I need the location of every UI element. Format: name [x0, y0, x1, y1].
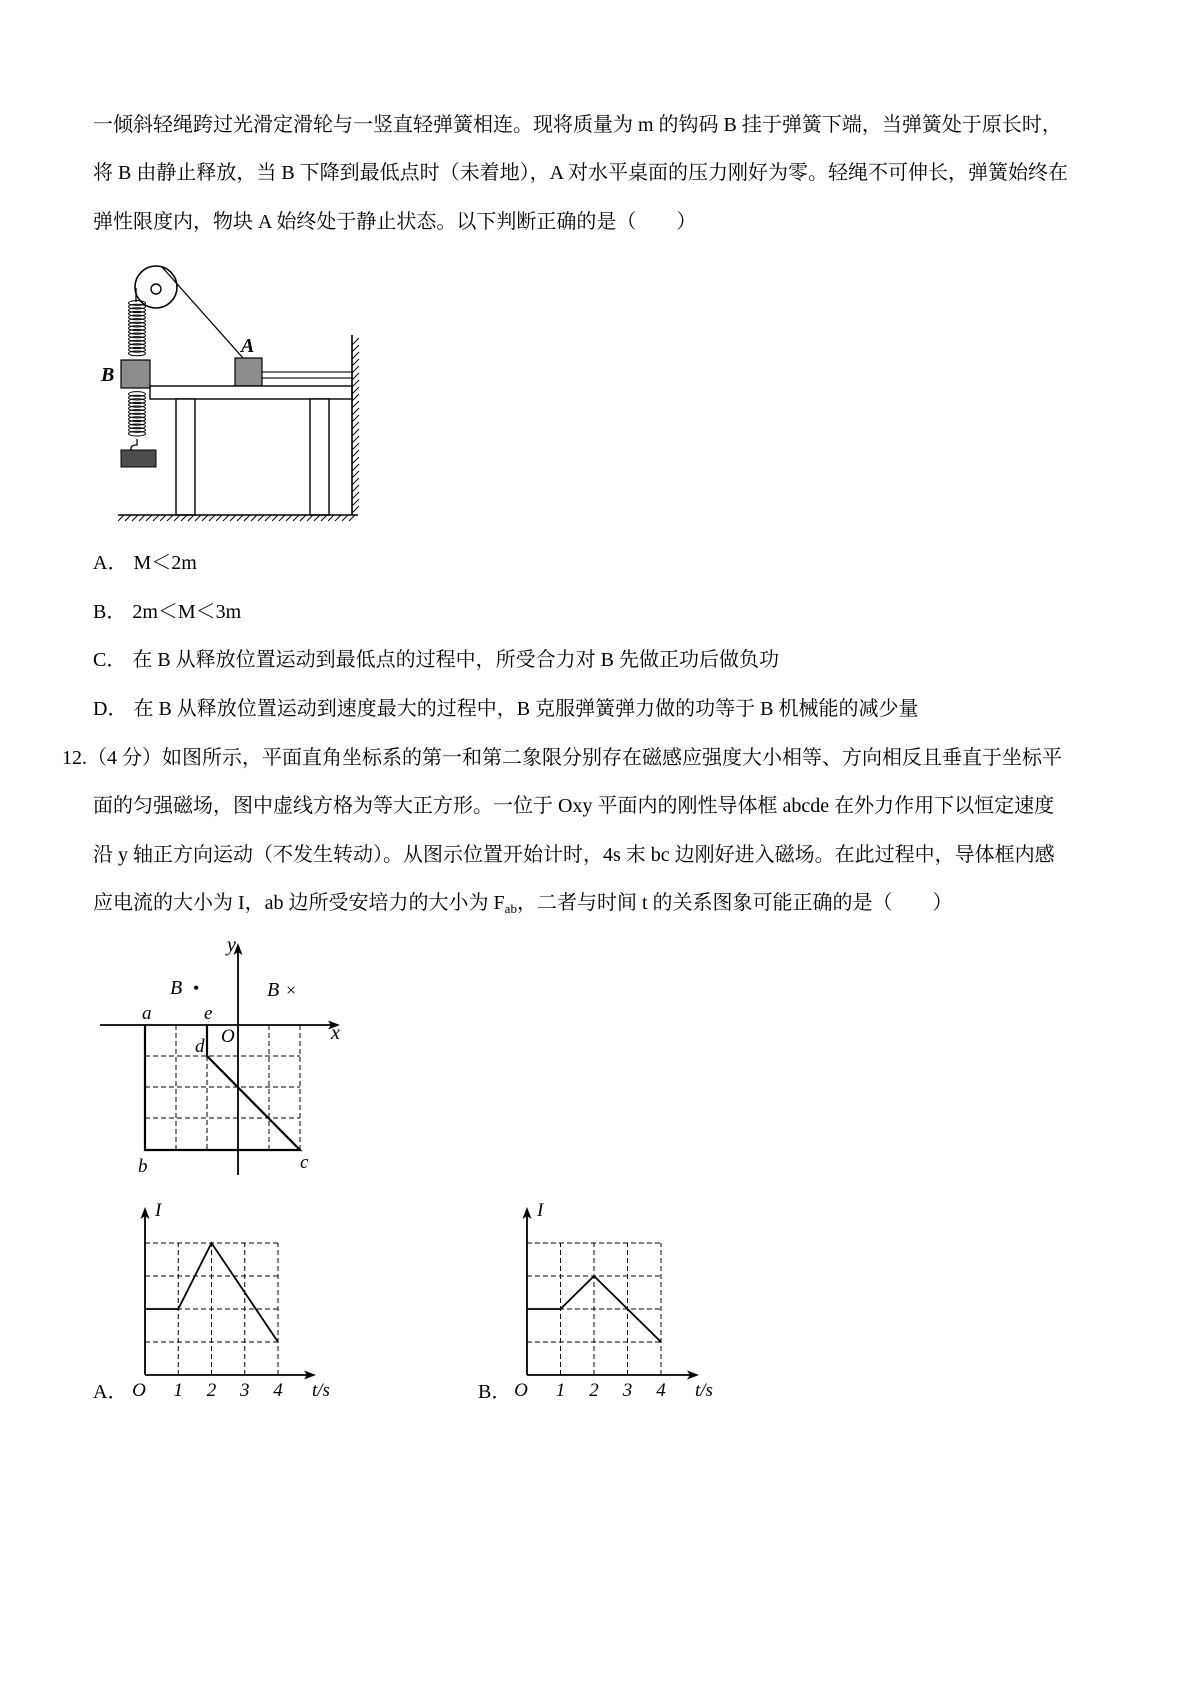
q11-stem-line-2: 将 B 由静止释放，当 B 下降到最低点时（未着地），A 对水平桌面的压力刚好为零。轻绳不可伸长，弹簧始终在: [93, 162, 1069, 184]
wall-hatching: [352, 338, 359, 513]
x-tick-label: 3: [240, 1380, 250, 1401]
hatch-line: [352, 352, 359, 359]
x-tick-label: 2: [206, 1380, 217, 1401]
hatch-line: [352, 436, 359, 443]
q11-stem-line-1: 一倾斜轻绳跨过光滑定滑轮与一竖直轻弹簧相连。现将质量为 m 的钩码 B 挂于弹簧下端，当弹簧处于原长时，: [93, 114, 1062, 136]
pulley-wheel: [135, 266, 177, 308]
hatch-line: [352, 338, 359, 345]
hatch-line: [352, 443, 359, 450]
hatch-line: [181, 515, 187, 521]
option-text: 在 B 从释放位置运动到最低点的过程中，所受合力对 B 先做正功后做负功: [132, 649, 780, 671]
field-left-symbol: B: [170, 977, 183, 999]
graph-option-b-label: B．: [478, 1381, 512, 1403]
horizontal-connector: [262, 372, 352, 378]
hatch-line: [279, 515, 285, 521]
q11-stem-line-3: 弹性限度内，物块 A 始终处于静止状态。以下判断正确的是（ ）: [93, 211, 697, 233]
q11-option-a: [93, 551, 197, 575]
stem-text: 应电流的大小为 I，ab 边所受安培力的大小为 F: [93, 892, 505, 914]
hatch-line: [272, 515, 278, 521]
hatch-line: [314, 515, 320, 521]
y-axis-label: I: [155, 1200, 162, 1221]
lower-spring: [129, 392, 146, 436]
hatch-line: [352, 429, 359, 436]
origin-label: O: [514, 1380, 528, 1401]
x-tick-label: 1: [173, 1380, 183, 1401]
option-text: 2m＜M＜3m: [132, 601, 242, 623]
stem-text: ，二者与时间 t 的关系图象可能正确的是（ ）: [516, 892, 953, 914]
x-axis-label: t/s: [695, 1380, 713, 1401]
ground-hatching: [118, 515, 355, 521]
hatch-line: [223, 515, 229, 521]
hatch-line: [132, 515, 138, 521]
hatch-line: [202, 515, 208, 521]
hatch-line: [125, 515, 131, 521]
hatch-line: [251, 515, 257, 521]
hatch-line: [293, 515, 299, 521]
hatch-line: [286, 515, 292, 521]
hatch-line: [258, 515, 264, 521]
field-into-page-cross: ×: [286, 980, 297, 1000]
field-right-symbol: B: [267, 979, 280, 1001]
x-tick-label: 1: [555, 1380, 566, 1401]
hatch-line: [188, 515, 194, 521]
vertex-label-c: c: [300, 1152, 309, 1173]
origin-label: O: [132, 1380, 146, 1401]
graph-a: [132, 1200, 330, 1401]
hatch-line: [352, 478, 359, 485]
q11-option-d: [93, 697, 918, 721]
vertex-label-b: b: [138, 1156, 148, 1177]
hatch-line: [153, 515, 159, 521]
pulley: [135, 266, 177, 308]
hatch-line: [209, 515, 215, 521]
block-b-label: B: [101, 364, 115, 386]
table-top: [150, 386, 352, 399]
x-tick-label: 2: [589, 1380, 599, 1401]
current-time-graphs: [90, 1195, 740, 1410]
hatch-line: [352, 422, 359, 429]
option-text: M＜2m: [133, 552, 197, 574]
hatch-line: [174, 515, 180, 521]
hatch-line: [352, 506, 359, 513]
x-axis-label: x: [331, 1022, 340, 1044]
option-letter: B．: [93, 601, 127, 623]
question-score: （4 分）: [87, 747, 162, 769]
hatch-line: [328, 515, 334, 521]
hatch-line: [352, 380, 359, 387]
q11-option-c: [93, 648, 779, 672]
x-tick-label: 3: [622, 1380, 633, 1401]
hatch-line: [352, 366, 359, 373]
hatch-line: [352, 450, 359, 457]
hatch-line: [352, 485, 359, 492]
hook: [131, 439, 137, 450]
option-letter: C．: [93, 649, 127, 671]
x-tick-label: 4: [273, 1380, 283, 1401]
block-a: [235, 358, 262, 386]
stem-text: 如图所示，平面直角坐标系的第一和第二象限分别存在磁感应强度大小相等、方向相反且垂直于坐标平: [162, 747, 1062, 769]
hatch-line: [352, 373, 359, 380]
q12-stem-line-3: 沿 y 轴正方向运动（不发生转动）。从图示位置开始计时，4s 末 bc 边刚好进入磁场。在此过程中，导体框内感: [93, 844, 1055, 866]
option-text: 在 B 从释放位置运动到速度最大的过程中，B 克服弹簧弹力做的功等于 B 机械能的减少量: [133, 698, 919, 720]
hatch-line: [139, 515, 145, 521]
hatch-line: [349, 515, 355, 521]
hatch-line: [352, 408, 359, 415]
pulley-axle: [151, 284, 161, 294]
hatch-line: [352, 359, 359, 366]
field-out-of-page-dot: •: [193, 978, 200, 998]
hatch-line: [352, 401, 359, 408]
vertex-label-a: a: [142, 1003, 152, 1024]
vertex-label-e: e: [204, 1003, 213, 1024]
hatch-line: [167, 515, 173, 521]
q11-option-b: [93, 600, 241, 624]
hanging-weight: [121, 450, 156, 467]
hatch-line: [216, 515, 222, 521]
hatch-line: [195, 515, 201, 521]
hatch-line: [307, 515, 313, 521]
hatch-line: [265, 515, 271, 521]
hatch-line: [335, 515, 341, 521]
q12-stem-line-1: [62, 746, 1062, 770]
hatch-line: [244, 515, 250, 521]
hatch-line: [300, 515, 306, 521]
q12-stem-line-4: [93, 891, 953, 921]
rope-inclined: [162, 267, 243, 358]
pulley-spring-table-figure: [100, 255, 370, 530]
block-a-label: A: [241, 335, 255, 357]
option-letter: A．: [93, 552, 128, 574]
table-leg-right: [310, 399, 329, 515]
hatch-line: [352, 394, 359, 401]
hatch-line: [321, 515, 327, 521]
hatch-line: [230, 515, 236, 521]
hatch-line: [352, 387, 359, 394]
hatch-line: [352, 464, 359, 471]
x-axis-label: t/s: [312, 1380, 330, 1401]
q12-stem-line-2: 面的匀强磁场，图中虚线方格为等大正方形。一位于 Oxy 平面内的刚性导体框 abcde 在外力作用下以恒定速度: [93, 795, 1055, 817]
hatch-line: [352, 471, 359, 478]
graph-b: [514, 1200, 713, 1401]
hatch-line: [146, 515, 152, 521]
hatch-line: [352, 492, 359, 499]
y-axis-label: y: [227, 934, 236, 956]
hatch-line: [160, 515, 166, 521]
hatch-line: [352, 457, 359, 464]
hatch-line: [118, 515, 124, 521]
vertex-label-d: d: [195, 1036, 205, 1057]
block-b: [121, 360, 150, 388]
hatch-line: [352, 345, 359, 352]
table-leg-left: [176, 399, 195, 515]
y-axis-label: I: [537, 1200, 544, 1221]
hatch-line: [352, 415, 359, 422]
graph-option-a-label: A．: [93, 1381, 128, 1403]
force-subscript: ab: [504, 901, 517, 916]
hatch-line: [352, 499, 359, 506]
x-tick-label: 4: [656, 1380, 666, 1401]
option-letter: D．: [93, 698, 128, 720]
coordinate-frame-figure: [95, 935, 355, 1180]
question-number: 12.: [62, 747, 87, 769]
hatch-line: [237, 515, 243, 521]
upper-spring: [129, 301, 146, 356]
hatch-line: [342, 515, 348, 521]
origin-label: O: [221, 1026, 235, 1047]
